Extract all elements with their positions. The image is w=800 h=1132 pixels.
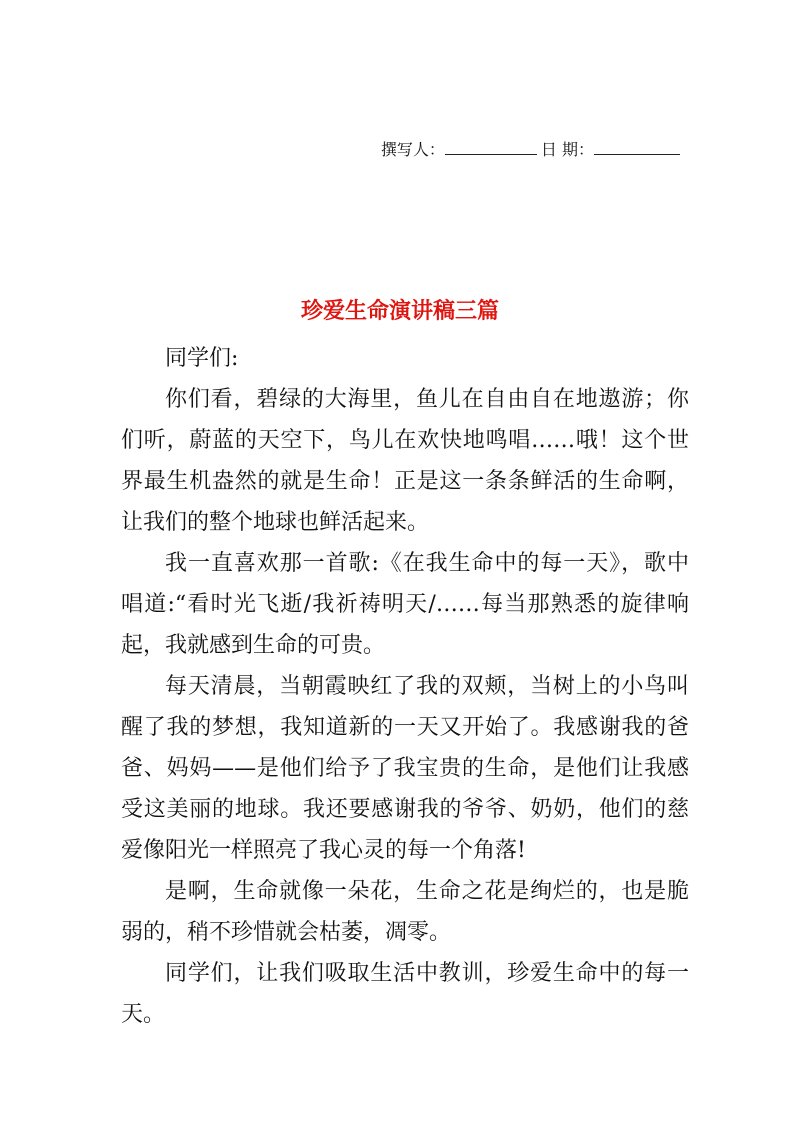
author-label: 撰写人： (380, 140, 445, 159)
date-blank (594, 138, 680, 155)
paragraph: 我一直喜欢那一首歌:《在我生命中的每一天》，歌中唱道:“看时光飞逝/我祈祷明天/……每当那熟悉的旋律响起，我就感到生命的可贵。 (121, 551, 689, 658)
header-line (381, 138, 680, 162)
paragraph: 同学们，让我们吸取生活中教训，珍爱生命中的每一天。 (121, 961, 689, 1027)
paragraph: 每天清晨，当朝霞映红了我的双颊，当树上的小鸟叫醒了我的梦想，我知道新的一天又开始了。我感谢我的爸爸、妈妈——是他们给予了我宝贵的生命，是他们让我感受这美丽的地球。我还要感谢我的爷爷、奶奶，他们的慈爱像阳光一样照亮了我心灵的每一个角落! (121, 674, 689, 863)
author-blank (445, 138, 537, 155)
page-title: 珍爱生命演讲稿三篇 (300, 298, 499, 324)
paragraph: 是啊，生命就像一朵花，生命之花是绚烂的，也是脆弱的，稍不珍惜就会枯萎，凋零。 (121, 879, 689, 945)
paragraph-greeting: 同学们: (165, 346, 239, 371)
date-label: 日 期： (540, 140, 594, 159)
paragraph: 你们看，碧绿的大海里，鱼儿在自由自在地遨游；你们听，蔚蓝的天空下，鸟儿在欢快地鸣唱……哦！这个世界最生机盎然的就是生命！正是这一条条鲜活的生命啊，让我们的整个地球也鲜活起来。 (121, 387, 689, 535)
document-body (121, 338, 689, 1035)
